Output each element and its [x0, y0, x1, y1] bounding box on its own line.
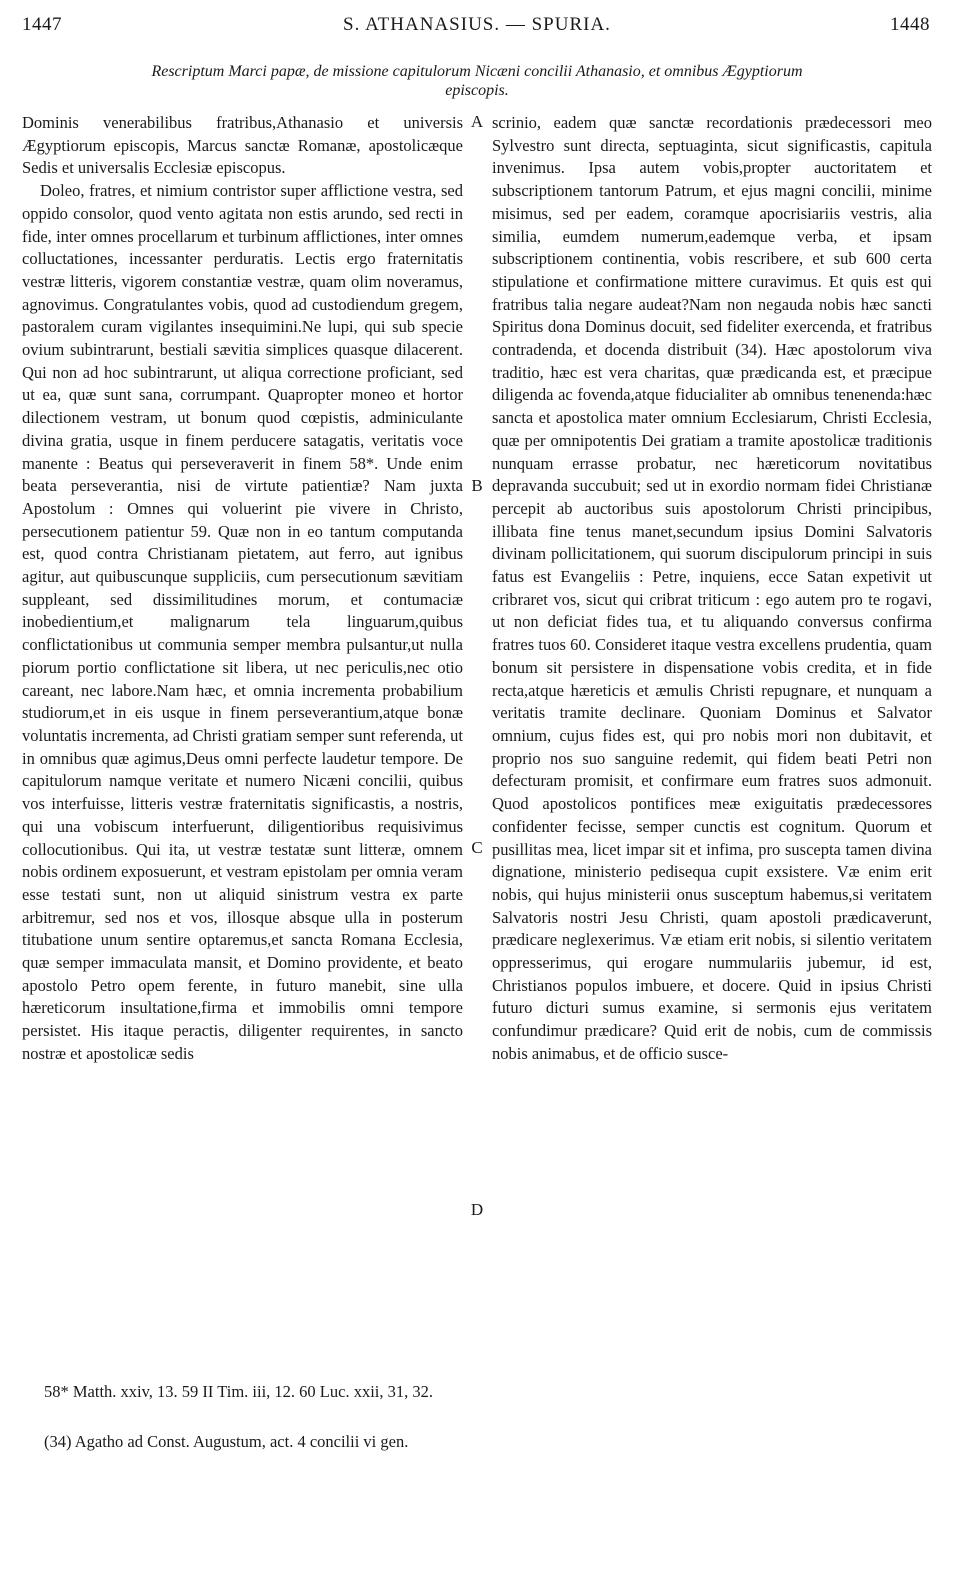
page-number-right: 1448 — [890, 14, 930, 35]
margin-marker-b: B — [471, 476, 483, 495]
body-paragraph: Doleo, fratres, et nimium contristor super afflictione vestra, sed oppido consolor, quod vento agitata non estis arundo, sed recti in fide, inter omnes procellarum et turbinum afflictiones, inter omnes colluctationes, incessanter perduratis. Lectis ergo fraternitatis vestræ litteris, vigorem constantiæ vestræ, quam olim noveramus, agnovimus. Congratulantes vobis, quod ad custodiendum gregem, pastoralem curam vigilantes insequimini.Ne lupi, qui sub specie ovium subintrarunt, bestiali sævitia simplices quasque dilacerent. Qui non ad hoc subintrarunt, ut aliqua correctione proficiant, sed ut ea, quæ sunt sana, corrumpant. Quapropter moneo et hortor dilectionem vestram, ut bonum quod cœpistis, adminiculante divina gratia, usque in finem perducere satagatis, veritatis voce manente : Beatus qui perseveraverit in finem 58*. Unde enim beata perseverantia, nisi de virtute patientiæ? Nam juxta Apostolum : Omnes qui voluerint pie vivere in Christo, persecutionem patientur 59. Quæ non in eo tantum computanda est, quod contra Christianam pietatem, aut ferro, aut ignibus agitur, aut quibuscunque suppliciis, cum persecutionum sævitiam suppleant, sed dissimilitudines morum, et contumaciæ inobedientium,et malignarum tela linguarum,quibus conflictationibus ut communia semper membra pulsantur,ut nulla piorum portio conflictatione sit libera, ut nec periculis,nec otio careant, nec labore.Nam hæc, et omnia incrementa probabilium studiorum,et in eis usque in finem perseverantium,atque bonæ voluntatis incrementa, ad Christi gratiam semper sunt referenda, ut in omnibus quæ agimus,Deus omni perfecte laudetur tempore. De capitulorum namque veritate et numero Nicæni concilii, quibus vos interfuisse, litteris vestræ fraternitatis significastis, a nostris, qui una vobiscum interfuerunt, diligentioribus requisivimus collocutionibus. Qui ita, ut vestræ testatæ sunt litteræ, omnem nobis ordinem exposuerunt, et vestram epistolam per omnia veram esse testati sunt, non ut aliquid sinistrum vestra ex parte arbitremur, sed nos et vos, illosque absque ulla in posterum titubatione unum sentire optaremus,et sancta Romana Ecclesia, quæ semper immaculata mansit, et Domino providente, et beato apostolo Petro opem ferente, in futuro manebit, sine ulla hæreticorum insultatione,firma et immobilis omni tempore persistet. His itaque peractis, diligenter requirentes, in sancto nostræ et apostolicæ sedis — [22, 181, 463, 1063]
running-head: S. ATHANASIUS. — SPURIA. — [343, 14, 611, 35]
title-line-2: episcopis. — [445, 82, 509, 99]
title-line-1: Rescriptum Marci papæ, de missione capitulorum Nicæni concilii Athanasio, et omnibus Ægyptiorum — [151, 63, 803, 80]
document-title — [22, 62, 932, 100]
margin-marker-c: C — [471, 838, 483, 857]
right-column — [492, 112, 932, 1066]
footnote-34: (34) Agatho ad Const. Augustum, act. 4 concilii vi gen. — [44, 1432, 409, 1451]
margin-marker-a: A — [470, 112, 484, 131]
page-number-left: 1447 — [22, 14, 62, 35]
footnotes-scripture: 58* Matth. xxiv, 13. 59 II Tim. iii, 12. 60 Luc. xxii, 31, 32. — [44, 1382, 433, 1401]
margin-marker-d: D — [470, 1200, 484, 1219]
salutation-paragraph: Dominis venerabilibus fratribus,Athanasio et universis Ægyptiorum episcopis, Marcus sanctæ Romanæ, apostolicæque Sedis et universalis Ecclesiæ episcopus. — [22, 113, 463, 178]
left-column — [22, 112, 463, 1066]
right-column-text: scrinio, eadem quæ sanctæ recordationis prædecessori meo Sylvestro sunt directa, septuaginta, sicut significastis, capitula invenimus. Ipsa autem vobis,propter auctoritatem et subscriptionem tantorum Patrum, et ejus magni concilii, minime misimus, sed per eadem, coramque apocrisiariis vestris, alia similia, eumdem numerum,eademque verba, et ipsam subscriptionem continentia, vobis rescribere, et sub 600 certa stipulatione et confirmatione mittere curavimus. Et quis est qui fratribus talia negare audeat?Nam non negauda nobis hæc sancti Spiritus dona Dominus docuit, sed fideliter exercenda, et fratribus contradenda, et docenda distribuit (34). Hæc apostolorum viva traditio, hæc est vera charitas, quæ prædicanda est, et præcipue diligenda ac fovenda,atque fiducialiter ab omnibus tenenenda:hæc sancta et apostolica mater omnium Ecclesiarum, Christi Ecclesia, quæ per omnipotentis Dei gratiam a tramite apostolicæ traditionis nunquam errasse probatur, nec hæreticorum novitatibus depravanda succubuit; sed ut in exordio normam fidei Christianæ percepit ab auctoribus suis apostolorum Christi principibus, illibata fine tenus manet,secundum ipsius Domini Salvatoris divinam pollicitationem, qui suorum discipulorum principi in suis fatus est Evangeliis : Petre, inquiens, ecce Satan expetivit ut cribraret vos, sicut qui cribrat triticum : ego autem pro te rogavi, ut non deficiat fides tua, et tu aliquando conversus confirma fratres tuos 60. Consideret itaque vestra excellens prudentia, quam bonum sit persistere in dispensatione vobis credita, et in fide recta,atque hæreticis et æmulis Christi repugnare, et nunquam a veritatis tramite declinare. Quoniam Dominus et Salvator omnium, cujus fides est, qui pro nobis mori non dubitavit, et proprio nos suo sanguine redemit, qui fidem beati Petri non defecturam promisit, et confirmare eum fratres suos admonuit. Quod apostolicos pontifices meæ exiguitatis prædecessores confidenter fecisse, semper cunctis est cognitum. Quorum et pusillitas mea, licet impar sit et infima, pro suscepta tamen divina dignatione, ministerio pedisequa cupit exsistere. Væ enim erit nobis, qui hujus ministerii onus susceptum habemus,si veritatem Salvatoris nostri Jesu Christi, quam apostoli prædicaverunt, prædicare neglexerimus. Væ etiam erit nobis, si silentio veritatem oppresserimus, qui erogare nummulariis jubemur, id est, Christianos populos imbuere, et docere. Quid in ipsius Christi futuro dicturi sumus examine, si sermonis ejus veritatem confundimur prædicare? Quid erit de nobis, cum de commissis nobis animabus, et de officio susce- — [492, 113, 932, 1063]
